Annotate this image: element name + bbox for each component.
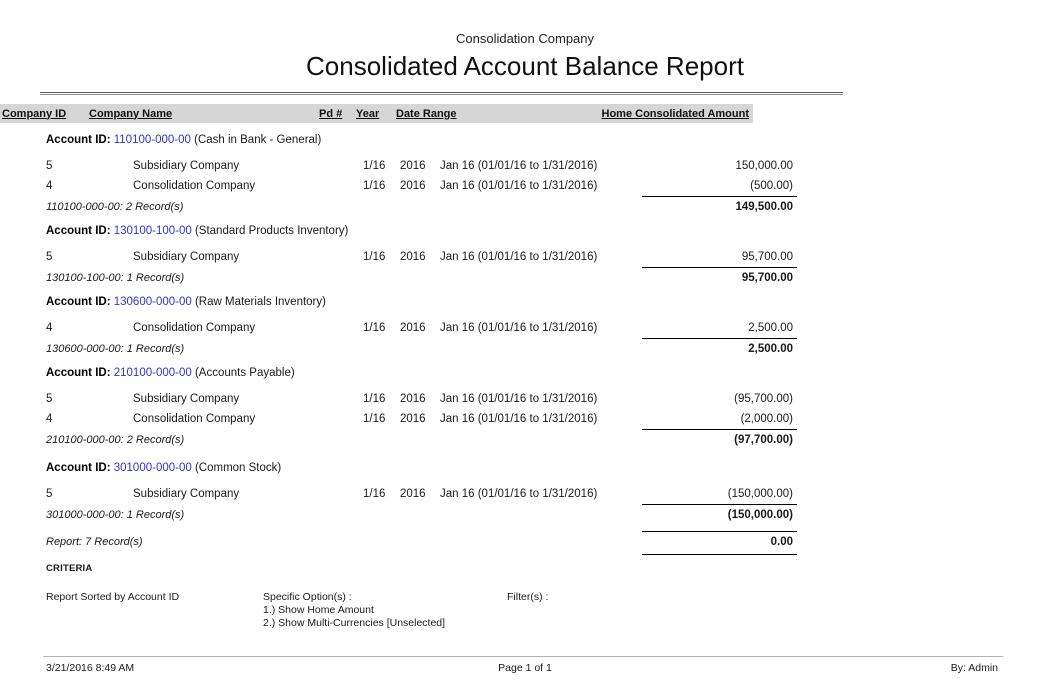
account-id-label: Account ID: [46,296,111,308]
section-total-amount: 2,500.00 [748,342,793,355]
section-total-amount: 149,500.00 [735,200,793,213]
account-section [44,134,797,214]
cell-amount: 150,000.00 [735,160,793,172]
account-section [44,367,797,447]
cell-pd: 1/16 [363,488,386,500]
cell-year: 2016 [400,488,426,500]
table-column-header [0,104,753,123]
cell-company-name: Subsidiary Company [133,251,240,263]
footer-page-number: Page 1 of 1 [498,662,552,674]
section-total-label: 210100-000-00: 2 Record(s) [46,433,185,446]
section-total-row [44,505,797,522]
report-table [44,134,797,555]
section-total-row [44,430,797,447]
account-header [44,296,797,312]
specific-option-item: 2.) Show Multi-Currencies [Unselected] [263,617,446,629]
account-id-label: Account ID: [46,134,111,146]
section-total-row [44,268,797,285]
account-description: (Common Stock) [194,462,282,474]
report-total-row [44,532,797,549]
cell-company-name: Subsidiary Company [133,160,240,172]
cell-company-id: 4 [46,180,53,192]
account-header [44,134,797,150]
cell-date-range: Jan 16 (01/01/16 to 1/31/2016) [440,322,598,334]
report-total-amount: 0.00 [770,535,793,548]
account-id-link[interactable]: 130100-100-00 [113,225,192,237]
column-header-company-name: Company Name [89,107,173,120]
page-title: Consolidated Account Balance Report [306,51,744,81]
account-id-link[interactable]: 301000-000-00 [113,462,192,474]
cell-year: 2016 [400,251,426,263]
section-total-label: 301000-000-00: 1 Record(s) [46,508,185,521]
account-description: (Raw Materials Inventory) [194,296,326,308]
section-total-row [44,339,797,356]
cell-company-id: 5 [46,393,53,405]
report-total-rule-bottom [642,554,797,555]
account-id-label: Account ID: [46,367,111,379]
account-id-label: Account ID: [46,225,111,237]
criteria-heading: CRITERIA [46,563,93,574]
criteria-filters-label: Filter(s) : [507,591,549,603]
footer-printed-by: By: Admin [950,662,998,674]
section-total-amount: (150,000.00) [727,508,793,521]
column-header-pd: Pd # [319,107,343,120]
cell-company-id: 5 [46,160,53,172]
cell-company-name: Subsidiary Company [133,393,240,405]
section-total-label: 110100-000-00: 2 Record(s) [46,200,184,213]
account-section [44,462,797,522]
cell-pd: 1/16 [363,251,386,263]
report-total [44,531,797,555]
cell-amount: (95,700.00) [734,393,793,405]
table-row [46,389,797,409]
cell-date-range: Jan 16 (01/01/16 to 1/31/2016) [440,413,598,425]
section-total-label: 130100-100-00: 1 Record(s) [46,271,185,284]
cell-year: 2016 [400,413,426,425]
cell-company-id: 5 [46,488,53,500]
report-total-label: Report: 7 Record(s) [46,535,143,548]
page-footer [0,662,1050,678]
title-divider [40,92,843,95]
account-description: (Standard Products Inventory) [194,225,349,237]
column-header-date-range: Date Range [396,107,457,120]
cell-date-range: Jan 16 (01/01/16 to 1/31/2016) [440,180,598,192]
table-row [46,247,797,267]
cell-company-name: Consolidation Company [133,413,256,425]
cell-company-name: Subsidiary Company [133,488,240,500]
cell-amount: (2,000.00) [740,413,793,425]
section-total-amount: 95,700.00 [741,271,793,284]
footer-divider [43,656,1003,657]
account-id-link[interactable]: 110100-000-00 [113,134,191,146]
cell-year: 2016 [400,180,426,192]
cell-company-id: 5 [46,251,53,263]
footer-datetime: 3/21/2016 8:49 AM [46,662,135,674]
account-section [44,225,797,285]
account-header [44,367,797,383]
cell-amount: 95,700.00 [741,251,793,263]
cell-date-range: Jan 16 (01/01/16 to 1/31/2016) [440,160,598,172]
cell-amount: 2,500.00 [748,322,793,334]
cell-year: 2016 [400,393,426,405]
column-header-year: Year [356,107,380,120]
section-total-amount: (97,700.00) [734,433,793,446]
account-header [44,225,797,241]
account-description: (Accounts Payable) [194,367,295,379]
cell-year: 2016 [400,160,426,172]
table-row [46,409,797,429]
report-header [0,0,1050,83]
section-total-row [44,197,797,214]
table-row [46,318,797,338]
account-id-link[interactable]: 210100-000-00 [113,367,192,379]
column-header-company-id: Company ID [2,107,67,120]
criteria-sorted-by: Report Sorted by Account ID [46,591,180,603]
table-row [46,176,797,196]
column-header-amount: Home Consolidated Amount [601,107,749,120]
account-section [44,296,797,356]
cell-amount: (500.00) [750,180,793,192]
account-id-label: Account ID: [46,462,111,474]
cell-pd: 1/16 [363,322,386,334]
cell-pd: 1/16 [363,413,386,425]
criteria-specific-options [263,591,445,630]
cell-year: 2016 [400,322,426,334]
table-row [46,156,797,176]
section-total-label: 130600-000-00: 1 Record(s) [46,342,185,355]
cell-date-range: Jan 16 (01/01/16 to 1/31/2016) [440,393,598,405]
cell-date-range: Jan 16 (01/01/16 to 1/31/2016) [440,488,598,500]
cell-company-name: Consolidation Company [133,322,256,334]
cell-company-id: 4 [46,413,53,425]
cell-company-name: Consolidation Company [133,180,256,192]
cell-pd: 1/16 [363,160,386,172]
account-header [44,462,797,478]
cell-date-range: Jan 16 (01/01/16 to 1/31/2016) [440,251,598,263]
cell-pd: 1/16 [363,180,386,192]
account-id-link[interactable]: 130600-000-00 [113,296,192,308]
specific-option-item: 1.) Show Home Amount [263,604,374,616]
company-name: Consolidation Company [455,31,595,46]
cell-amount: (150,000.00) [727,488,793,500]
table-row [46,484,797,504]
cell-pd: 1/16 [363,393,386,405]
specific-options-label: Specific Option(s) : [263,591,352,603]
account-description: (Cash in Bank - General) [194,134,322,146]
cell-company-id: 4 [46,322,53,334]
